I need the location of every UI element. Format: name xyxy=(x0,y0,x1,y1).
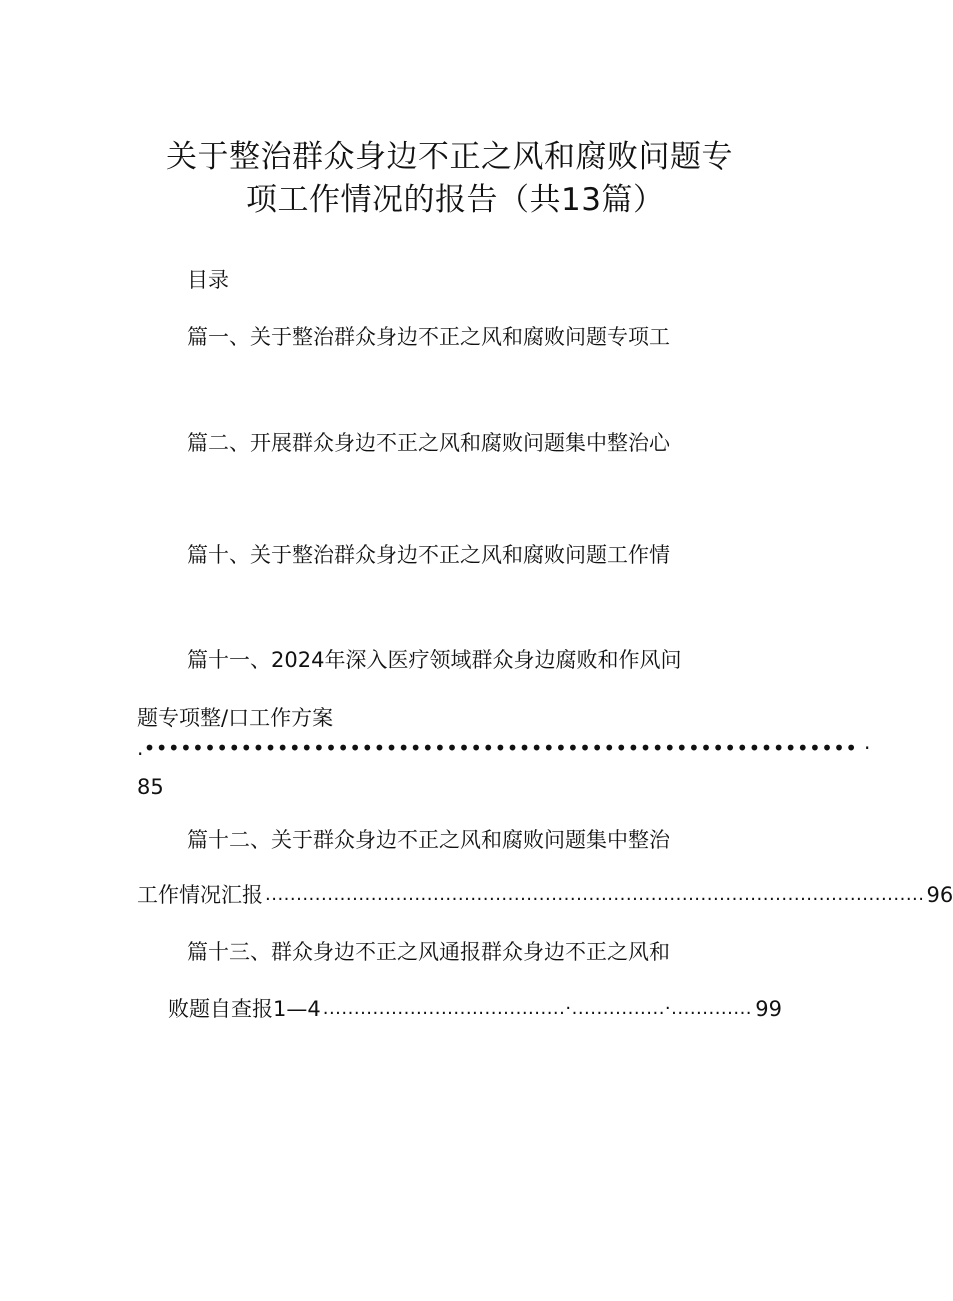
toc-entry-13-text: 败题自查报1—4 xyxy=(168,997,321,1021)
toc-entry-12-text: 工作情况汇报 xyxy=(137,883,263,907)
toc-entry-13-line-2[interactable] xyxy=(168,994,782,1024)
document-title-line-2: 项工作情况的报告（共13篇） xyxy=(246,182,665,218)
toc-entry-2[interactable]: 篇二、开展群众身边不正之风和腐败问题集中整治心 xyxy=(187,431,670,455)
toc-entry-12-line-1[interactable]: 篇十二、关于群众身边不正之风和腐败问题集中整治 xyxy=(187,828,670,852)
toc-entry-12-line-2[interactable] xyxy=(137,880,953,910)
document-title-line-1: 关于整治群众身边不正之风和腐败问题专 xyxy=(166,139,733,175)
toc-entry-1[interactable]: 篇一、关于整治群众身边不正之风和腐败问题专项工 xyxy=(187,325,670,349)
toc-entry-12-page-number: 96 xyxy=(926,883,953,907)
toc-entry-11-line-2[interactable]: 题专项整/口工作方案 xyxy=(137,706,334,730)
toc-entry-11-page-number: 85 xyxy=(137,775,164,799)
toc-entry-13-line-1[interactable]: 篇十三、群众身边不正之风通报群众身边不正之风和 xyxy=(187,940,670,964)
toc-entry-13-leader: .......................................·...............·............. xyxy=(322,998,753,1019)
toc-entry-10[interactable]: 篇十、关于整治群众身边不正之风和腐败问题工作情 xyxy=(187,543,670,567)
toc-entry-11-line-1[interactable]: 篇十一、2024年深入医疗领域群众身边腐败和作风问 xyxy=(187,648,682,672)
toc-entry-11-leader: .••••••••••••••••••••••••••••••••••••••••••••••••••••••••••• · xyxy=(137,736,871,760)
toc-heading: 目录 xyxy=(187,268,229,292)
toc-entry-13-page-number: 99 xyxy=(755,997,782,1021)
toc-entry-12-leader: .......................................................................................................... xyxy=(265,884,925,905)
